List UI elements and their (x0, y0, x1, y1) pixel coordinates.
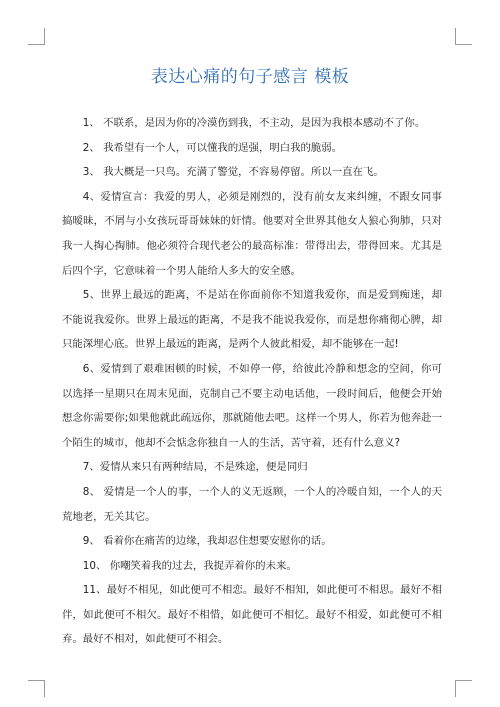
paragraph-10: 10、 你嘲笑着我的过去，我捉弄着你的未来。 (82, 559, 297, 572)
paragraph-7: 7、爱情从来只有两种结局，不是殊途，便是同归 (82, 461, 308, 474)
document-title: 表达心痛的句子感言 模板 (150, 67, 350, 87)
paragraph-4: 4、爱情宣言：我爱的男人，必须是刚烈的，没有前女友来纠缠，不跟女同事搞暧昧，不屑与小女孩玩哥哥妹妹的奸情。他要对全世界其他女人狼心狗肺，只对我一人掏心掏肺。他必须符合现代老公的最高标准：带得出去，带得回来。尤其是后四个字，它意味着一个男人能给人多大的安全感。 (62, 190, 442, 277)
paragraph-5: 5、世界上最远的距离，不是站在你面前你不知道我爱你，而是爱到痴迷，却不能说我爱你。世界上最远的距离，不是我不能说我爱你，而是想你痛彻心脾，却只能深埋心底。世界上最远的距离，是两个人彼此相爱，却不能够在一起! (62, 289, 442, 351)
crop-mark-bottom-right (455, 680, 472, 697)
document-body (62, 111, 442, 691)
crop-mark-bottom-left (28, 680, 45, 697)
paragraph-9: 9、 看着你在痛苦的边缘，我却忍住想要安慰你的话。 (82, 535, 332, 548)
crop-mark-top-right (455, 28, 472, 45)
crop-mark-top-left (28, 28, 45, 45)
paragraph-2: 2、 我希望有一个人，可以懂我的逞强，明白我的脆弱。 (82, 141, 343, 154)
paragraph-11: 11、最好不相见，如此便可不相恋。最好不相知，如此便可不相思。最好不相伴，如此便可不相欠。最好不相惜，如此便可不相忆。最好不相爱，如此便可不相弃。最好不相对，如此便可不相会。 (62, 584, 442, 646)
paragraph-8: 8、 爱情是一个人的事，一个人的义无返顾，一个人的冷暖自知，一个人的天荒地老，无关其它。 (62, 485, 442, 523)
paragraph-3: 3、 我大概是一只鸟。充满了警觉，不容易停留。所以一直在飞。 (82, 166, 384, 179)
paragraph-1: 1、 不联系，是因为你的冷漠伤到我，不主动，是因为我根本感动不了你。 (82, 117, 426, 129)
paragraph-6: 6、爱情到了艰难困顿的时候，不如停一停，给彼此冷静和想念的空间，你可以选择一星期只在周末见面，克制自己不要主动电话他，一段时间后，他便会开始想念你需要你;如果他就此疏远你，那就随他去吧。这样一个男人，你若为他奔赴一个陌生的城市，他却不会惦念你独自一人的生活，苦守着，还有什么意义? (62, 362, 442, 449)
